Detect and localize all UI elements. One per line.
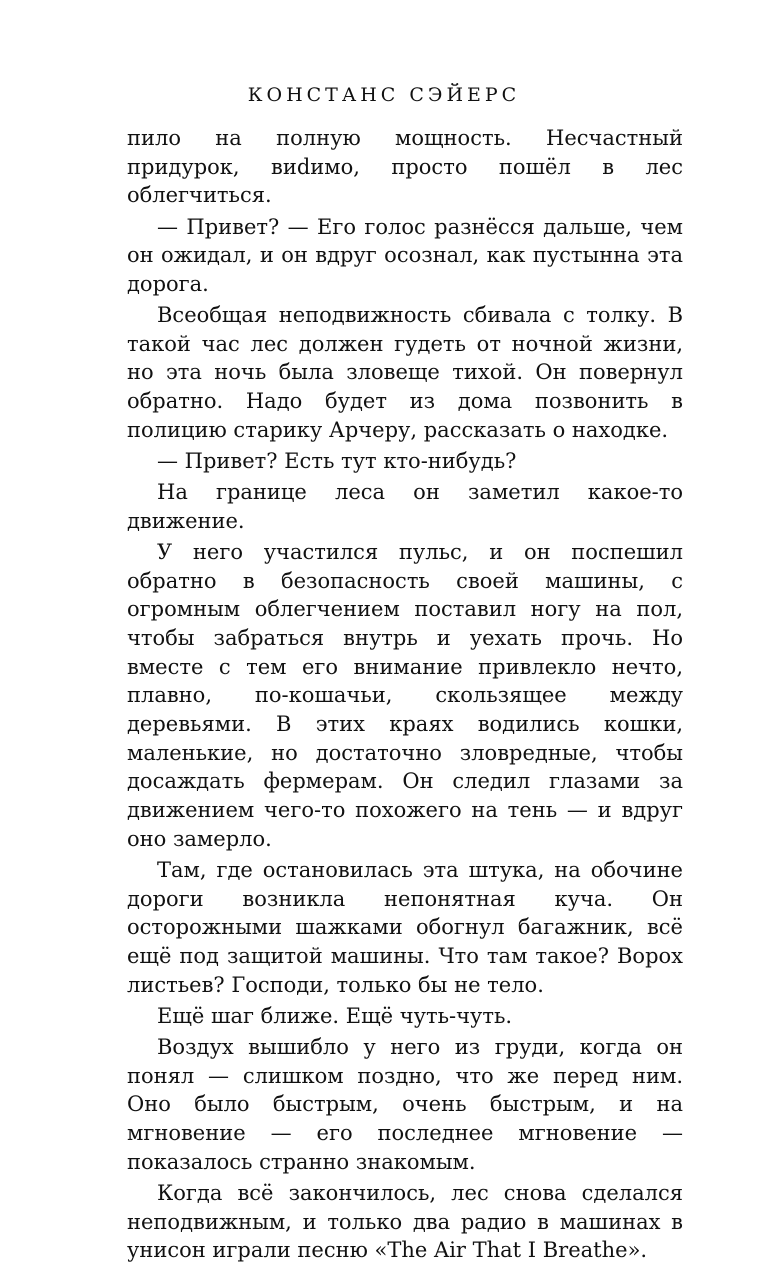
paragraph: Воздух вышибло у него из груди, когда он понял — слишком поздно, что же перед ним. Оно было быстрым, очень быстрым, и на мгновение — его последнее мгновение — показалось странно знакомым. [127, 1034, 683, 1174]
paragraph: Когда всё закончилось, лес снова сделался неподвижным, и только два радио в машинах в унисон играли песню «The Air That I Breathe». [127, 1180, 683, 1263]
running-head-author: КОНСТАНС СЭЙЕРС [247, 84, 521, 106]
paragraph: Там, где остановилась эта штука, на обочине дороги возникла непонятная куча. Он осторожными шажками обогнул багажник, всё ещё под защитой машины. Что там такое? Ворох листьев? Господи, только бы не тело. [127, 857, 683, 997]
paragraph: пило на полную мощность. Несчастный придурок, виdимо, просто пошёл в лес облегчиться. [127, 126, 683, 208]
paragraph: На границе леса он заметил какое-то движение. [127, 480, 683, 533]
paragraph: У него участился пульс, и он поспешил обратно в безопасность своей машины, с огромным облегчением поставил ногу на пол, чтобы забраться внутрь и уехать прочь. Но вместе с тем его внимание привлекло нечто, плавно, по-кошачьи, скользящее между деревьями. В этих краях водились кошки, маленькие, но достаточно зловредные, чтобы досаждать фермерам. Он следил глазами за движением чего-то похожего на тень — и вдруг оно замерло. [127, 539, 683, 851]
body-text [127, 124, 683, 1267]
paragraph: Всеобщая неподвижность сбивала с толку. В такой час лес должен гудеть от ночной жизни, но эта ночь была зловеще тихой. Он повернул обратно. Надо будет из дома позвонить в полицию старику Арчеру, рассказать о находке. [127, 303, 683, 442]
paragraph: — Привет? — Его голос разнёсся дальше, чем он ожидал, и он вдруг осознал, как пустынна эта дорога. [127, 214, 683, 296]
paragraph: — Привет? Есть тут кто-нибудь? [157, 448, 517, 473]
paragraph: Ещё шаг ближе. Ещё чуть-чуть. [157, 1003, 513, 1028]
